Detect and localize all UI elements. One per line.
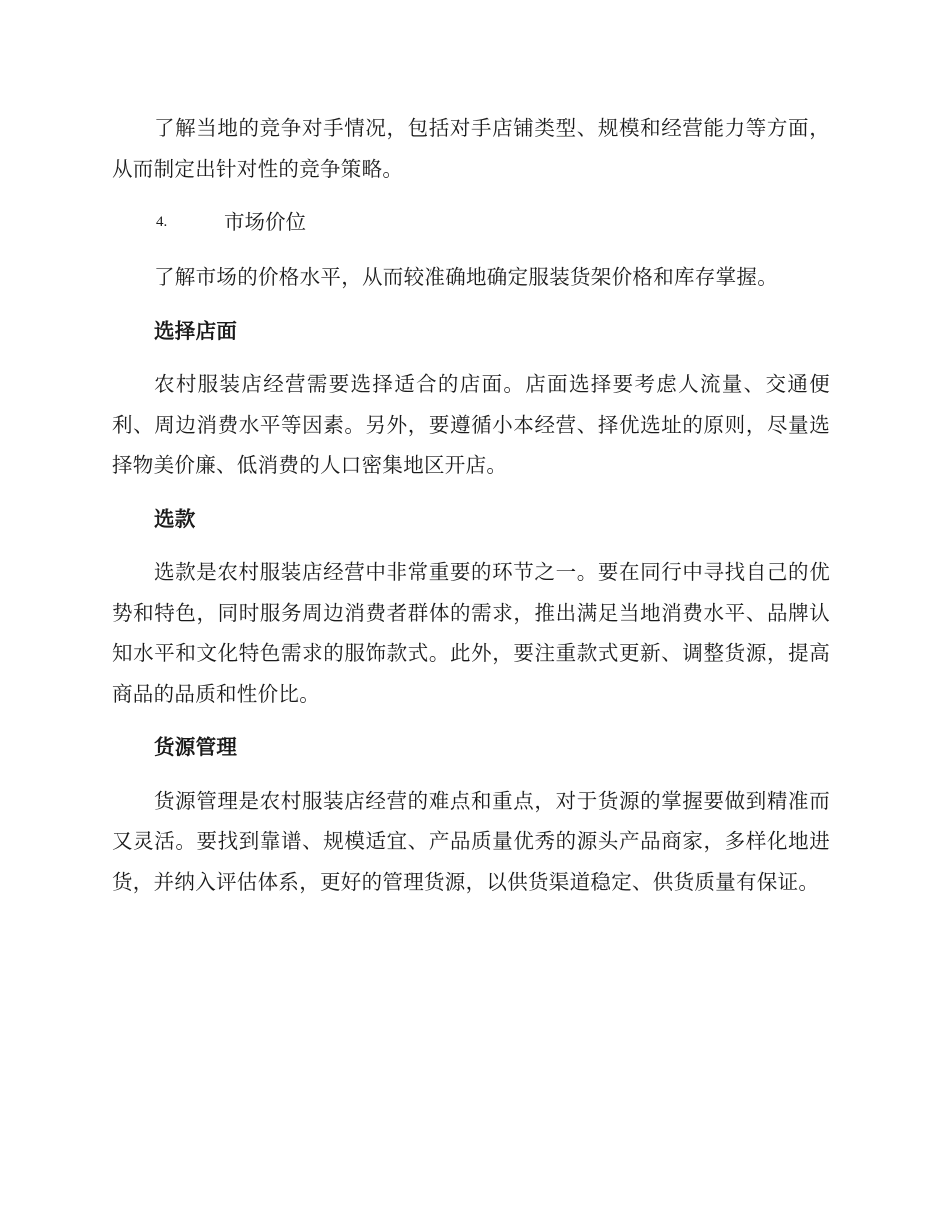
heading-choose-styles: 选款 [154,506,196,531]
list-label: 市场价位 [224,210,306,234]
heading-supply-management: 货源管理 [154,735,238,759]
list-item-market-price [112,202,830,242]
paragraph-competitors: 了解当地的竞争对手情况，包括对手店铺类型、规模和经营能力等方面，从而制定出针对性的竞争策略。 [112,116,830,181]
paragraph-supply-management: 货源管理是农村服装店经营的难点和重点，对于货源的掌握要做到精准而又灵活。要找到靠谱、规模适宜、产品质量优秀的源头产品商家，多样化地进货，并纳入评估体系，更好的管理货源，以供货渠道稳定、供货质量有保证。 [112,788,830,894]
document-page [112,108,830,915]
heading-choose-store: 选择店面 [154,318,238,343]
paragraph-market-price: 了解市场的价格水平，从而较准确地确定服装货架价格和库存掌握。 [154,265,778,289]
paragraph-choose-store: 农村服装店经营需要选择适合的店面。店面选择要考虑人流量、交通便利、周边消费水平等因素。另外，要遵循小本经营、择优选址的原则，尽量选择物美价廉、低消费的人口密集地区开店。 [112,372,830,477]
list-number: 4. [156,214,168,230]
paragraph-choose-styles: 选款是农村服装店经营中非常重要的环节之一。要在同行中寻找自己的优势和特色，同时服务周边消费者群体的需求，推出满足当地消费水平、品牌认知水平和文化特色需求的服饰款式。此外，要注重款式更新、调整货源，提高商品的品质和性价比。 [112,560,830,706]
